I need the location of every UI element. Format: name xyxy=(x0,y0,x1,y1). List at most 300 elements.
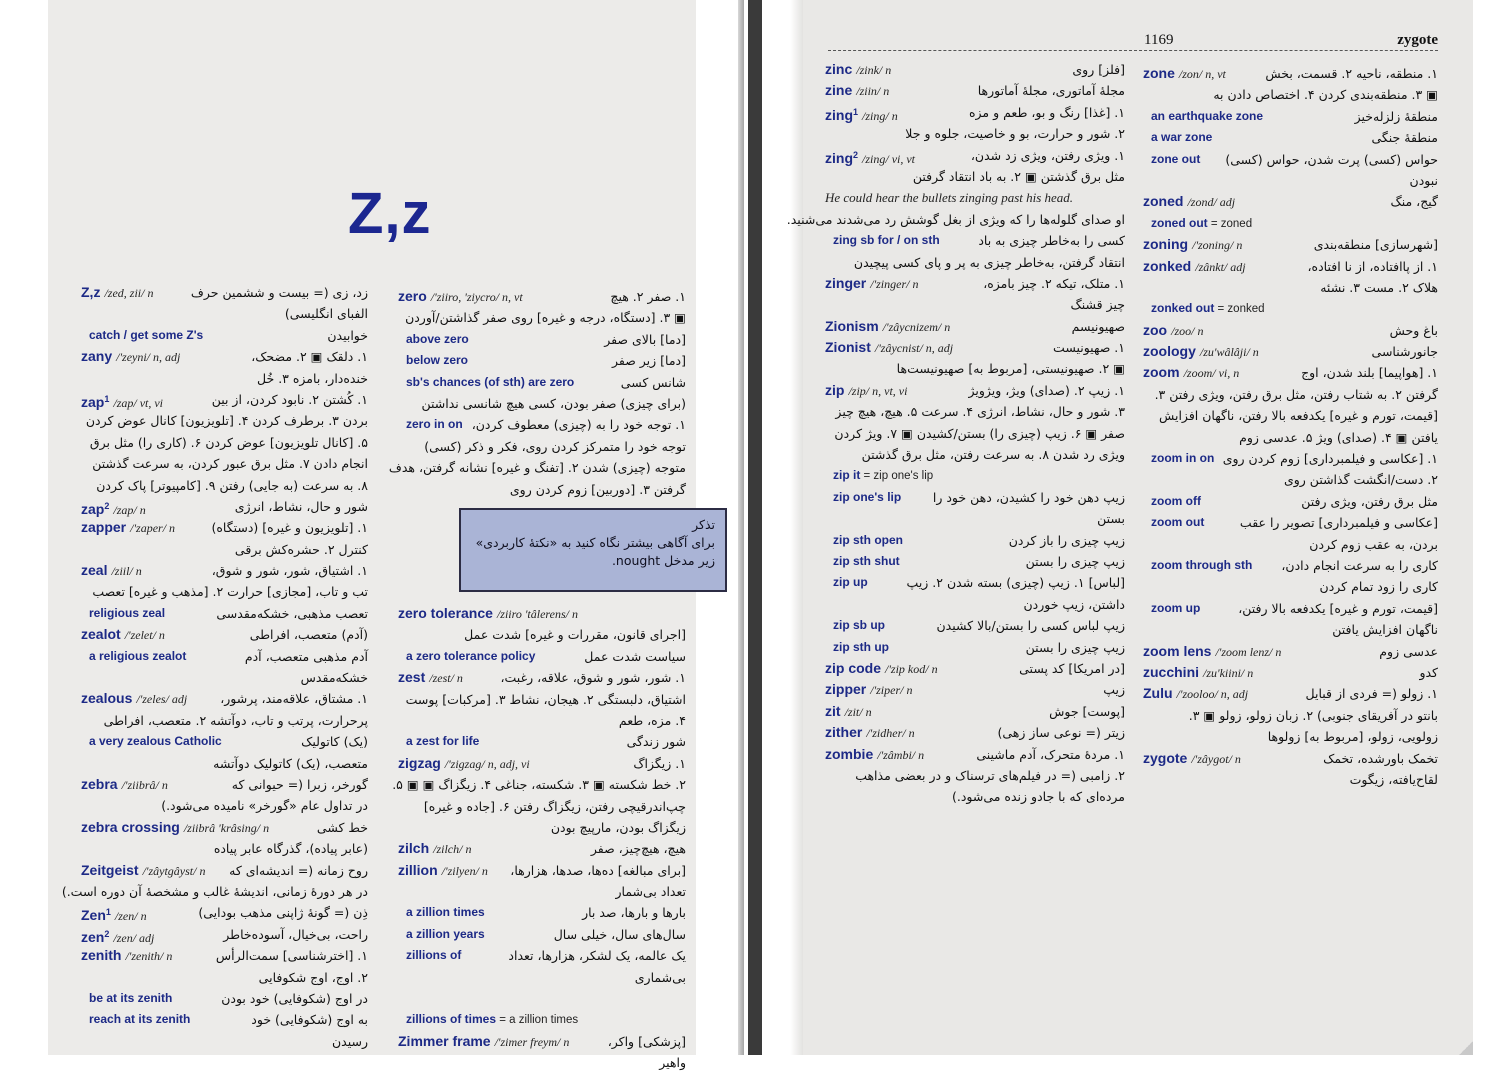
dictionary-entry xyxy=(81,560,368,581)
definition-continuation: انتقاد گرفتن، به‌خاطر چیزی به پر و پای کسی پیچیدن xyxy=(853,254,1125,270)
page-shadow xyxy=(790,0,803,1055)
pronunciation: /ziiro 'tâlerens/ n xyxy=(496,607,578,621)
headword-group xyxy=(1143,641,1281,663)
definition: ۱. [هواپیما] بلند شدن، اوج xyxy=(1301,365,1438,381)
phrase-entry xyxy=(398,329,686,350)
definition-continuation: ۴. مزه، طعم xyxy=(618,712,686,728)
headword-group xyxy=(398,667,463,689)
entry-line xyxy=(1143,769,1438,790)
entry-line xyxy=(825,508,1125,529)
definition: خط کشی xyxy=(316,819,368,835)
headword: zoom xyxy=(1143,364,1180,381)
section-letter-heading: Z,z xyxy=(348,181,432,246)
headword-group xyxy=(833,465,933,487)
headword: zip xyxy=(825,381,845,398)
definition: ۱. [عکاسی و فیلمبرداری] زوم کردن روی xyxy=(1222,451,1438,467)
headword-group xyxy=(1143,662,1253,684)
definition-continuation: پرحرارت، پرتب و تاب، دوآتشه ۲. متعصب، افراطی xyxy=(103,712,368,728)
phrase: zip it xyxy=(833,468,861,483)
definition-continuation: اشتیاق، دلبستگی ۲. هیجان، نشاط ۳. [مرکبات] پوست xyxy=(405,691,686,707)
right-column-entries-top xyxy=(388,286,686,500)
dictionary-entry xyxy=(398,860,686,881)
phrase: zoom off xyxy=(1151,493,1201,508)
definition-continuation: (برای چیزی) صفر بودن، کسی هیچ شانسی نداشتن xyxy=(421,395,686,411)
definition: مثل برق رفتن، ویژی رفتن xyxy=(1301,493,1438,509)
dictionary-entry xyxy=(81,860,368,881)
definition: سال‌های سال، خیلی سال xyxy=(553,926,686,942)
definition-continuation: خشکه‌مقدس xyxy=(300,670,368,686)
definition: [پزشکی] واکر، xyxy=(607,1033,686,1049)
definition: به اوج (شکوفایی) خود xyxy=(251,1012,368,1028)
definition-continuation: بی‌شماری xyxy=(634,969,686,985)
headword: zucchini xyxy=(1143,663,1200,680)
definition: تعصب مذهبی، خشکه‌مقدسی xyxy=(216,605,368,621)
definition-continuation: (عابر پیاده)، گذرگاه عابر پیاده xyxy=(213,841,368,857)
entry-line xyxy=(398,624,686,645)
headword: Zionism xyxy=(825,317,879,334)
definition-continuation: نبودن xyxy=(1409,172,1438,188)
entry-line xyxy=(81,581,368,602)
headword-group xyxy=(825,273,918,295)
headword: zoo xyxy=(1143,321,1168,338)
definition-continuation: مثل برق گذشتن ▣ ۲. به باد انتقاد گرفتن xyxy=(912,168,1125,184)
definition: [دما] زیر صفر xyxy=(611,353,686,369)
entry-line xyxy=(81,368,368,389)
phrase-entry xyxy=(1143,213,1438,234)
phrase-entry xyxy=(81,603,368,624)
cross-reference: = zip one's lip xyxy=(860,470,934,483)
headword-group xyxy=(406,414,463,435)
definition-continuation: ۲. اوج، اوج شکوفایی xyxy=(258,969,368,985)
definition: زیتر (= نوعی ساز زهی) xyxy=(997,725,1125,741)
headword-group xyxy=(1151,491,1201,512)
phrase: zip one's lip xyxy=(833,489,902,504)
headword-group xyxy=(81,817,269,839)
headword: zest xyxy=(398,669,426,686)
pronunciation: /'zâycnizem/ n xyxy=(882,319,951,334)
headword-group xyxy=(825,59,891,81)
definition: سیاست شدت عمل xyxy=(584,648,686,664)
dictionary-entry xyxy=(1143,191,1438,212)
headword-group xyxy=(81,860,205,882)
headword: zealot xyxy=(81,626,121,643)
headword-group xyxy=(833,615,885,636)
dictionary-entry xyxy=(1143,362,1438,383)
dictionary-entry xyxy=(825,337,1125,358)
entry-line xyxy=(398,988,686,1009)
entry-line xyxy=(825,358,1125,379)
headword-group xyxy=(81,282,153,304)
dictionary-entry xyxy=(398,1031,686,1052)
headword-group xyxy=(1151,149,1200,170)
headword-group xyxy=(406,945,461,966)
headword-group xyxy=(89,988,172,1009)
headword-group xyxy=(833,530,903,551)
pronunciation: /zit/ n xyxy=(844,704,872,719)
headword: zigzag xyxy=(398,754,441,771)
pronunciation: /'zinger/ n xyxy=(870,276,919,291)
cross-reference: = a zillion times xyxy=(496,1014,579,1027)
definition: خوابیدن xyxy=(327,327,368,343)
headword-group xyxy=(1143,341,1259,363)
pronunciation: /'ziiro, 'ziycro/ n, vt xyxy=(430,290,523,304)
phrase-entry xyxy=(825,230,1125,251)
definition: ۱. دلقک ▣ ۲. مضحک، xyxy=(251,349,368,365)
pronunciation: /zoom/ vi, n xyxy=(1183,366,1240,381)
pronunciation: /zu'kiini/ n xyxy=(1203,665,1254,680)
dictionary-entry xyxy=(825,744,1125,765)
phrase-entry xyxy=(1143,127,1438,148)
right-column-entries-bottom xyxy=(392,603,686,1074)
headword-group xyxy=(81,945,172,967)
phrase-entry xyxy=(398,350,686,371)
headword-group xyxy=(398,860,488,882)
entry-line xyxy=(825,166,1125,187)
entry-line xyxy=(398,1052,686,1073)
definition: ۱. صفر ۲. هیچ xyxy=(610,289,686,304)
definition-continuation: الفبای انگلیسی) xyxy=(284,306,368,322)
headword: zine xyxy=(825,82,853,99)
definition-continuation: در هر دورهٔ زمانی، اندیشهٔ غالب و مشخصهٔ آن دوره است.) xyxy=(61,883,368,899)
pronunciation: /'zilyen/ n xyxy=(441,863,488,878)
definition-continuation: تب و تاب، [مجازی] حرارت ۲. [مذهب و غیره] تعصب xyxy=(92,584,368,600)
left-page xyxy=(48,0,715,1071)
headword-group xyxy=(406,1009,578,1031)
note-text: برای آگاهی بیشتر نگاه کنید به «نکتهٔ کاربردی» زیر مدخل nought. xyxy=(475,535,715,568)
entry-line xyxy=(61,881,368,902)
pronunciation: /zed, zii/ n xyxy=(104,286,154,300)
headword: zombie xyxy=(825,745,874,762)
entry-line xyxy=(398,307,686,328)
entry-line xyxy=(398,967,686,988)
definition: [پوست] جوش xyxy=(1049,703,1125,719)
headword-group xyxy=(406,924,485,945)
pronunciation: /'zooloo/ n, adj xyxy=(1176,687,1249,702)
dictionary-entry xyxy=(398,667,686,688)
dictionary-entry xyxy=(825,145,1125,166)
headword-group xyxy=(1151,127,1212,148)
definition: کسی را به‌خاطر چیزی به باد xyxy=(978,233,1125,249)
headword: zany xyxy=(81,348,113,365)
note-title: تذکر xyxy=(692,517,715,532)
pronunciation: /zap/ vt, vi xyxy=(113,396,164,411)
definition: در اوج (شکوفایی) خود بودن xyxy=(221,990,368,1006)
headword: zero tolerance xyxy=(398,605,493,621)
pronunciation: /'zâycnist/ n, adj xyxy=(874,341,954,356)
headword-group xyxy=(406,329,469,350)
phrase-entry xyxy=(825,615,1125,636)
dictionary-entry xyxy=(398,838,686,859)
dictionary-entry xyxy=(81,688,368,709)
definition-continuation: انجام دادن ۷. مثل برق عبور کردن، به سرعت گذشتن xyxy=(92,456,368,472)
definition-continuation: مرده‌ای که با جادو زنده می‌شود.) xyxy=(952,789,1125,805)
entry-line xyxy=(81,967,368,988)
headword-group xyxy=(825,722,915,744)
definition-continuation: او صدای گلوله‌ها را که ویژی از بغل گوشش رد می‌شدند می‌شنید. xyxy=(786,211,1125,227)
headword-group xyxy=(825,701,872,723)
definition-continuation: ۳. شور و حال، نشاط، انرژی ۴. سرعت ۵. هیچ، هیچ چیز xyxy=(835,404,1125,420)
definition: ۱. زیگزاگ xyxy=(633,755,686,771)
dictionary-entry xyxy=(81,945,368,966)
headword: zither xyxy=(825,724,863,741)
note-box xyxy=(459,508,727,592)
definition: ذِن (= گونهٔ ژاپنی مذهب بودایی) xyxy=(198,905,368,921)
phrase: catch / get some Z's xyxy=(89,327,204,342)
phrase-entry xyxy=(398,1009,686,1030)
definition-continuation: ۲. دست/انگشت گذاشتن روی xyxy=(1283,472,1438,488)
definition-continuation: ۵. [کانال تلویزیون] عوض کردن ۶. (کاری را) مثل برق xyxy=(89,434,368,450)
phrase-entry xyxy=(81,1009,368,1030)
headword: zeal xyxy=(81,562,108,579)
entry-line xyxy=(1143,534,1438,555)
phrase-entry xyxy=(398,372,686,393)
definition: ۱. اشتیاق، شور، شور و شوق، xyxy=(211,563,368,579)
definition-continuation: توجه خود را متمرکز کردن روی، فکر و ذکر (کسی) xyxy=(424,438,686,454)
definition-continuation: چیز قشنگ xyxy=(1070,297,1125,313)
pronunciation: /'zoom lenz/ n xyxy=(1215,644,1282,659)
entry-line xyxy=(825,765,1125,786)
pronunciation: /'zigzag/ n, adj, vi xyxy=(444,756,530,771)
phrase: zip sth up xyxy=(833,639,889,654)
definition-continuation: ناگهان افزایش یافتن xyxy=(1332,622,1438,638)
entry-line xyxy=(825,187,1125,208)
headword-group xyxy=(1143,683,1248,705)
headword: Zulu xyxy=(1143,685,1173,702)
definition: زیپ لباس کسی را بستن/بالا کشیدن xyxy=(936,618,1125,634)
phrase: zoom up xyxy=(1151,600,1201,615)
entry-line xyxy=(81,667,368,688)
phrase: zip up xyxy=(833,575,868,590)
entry-line xyxy=(1143,726,1438,747)
entry-line xyxy=(1143,384,1438,405)
phrase-entry xyxy=(825,637,1125,658)
definition: ۱. زولو (= فردی از قبایل xyxy=(1305,686,1438,702)
entry-line xyxy=(1143,277,1438,298)
headword-group xyxy=(833,637,889,658)
pronunciation: /'zâmbi/ n xyxy=(877,747,925,762)
pronunciation: /zilch/ n xyxy=(433,842,472,857)
definition-continuation: ▣ ۳. منطقه‌بندی کردن ۴. اختصاص دادن به xyxy=(1213,87,1438,103)
definition: [فلز] روی xyxy=(1072,62,1125,77)
definition-continuation: رسیدن xyxy=(331,1033,368,1049)
headword-group xyxy=(398,603,578,625)
left-column-entries xyxy=(786,59,1125,808)
phrase: zillions of times xyxy=(406,1012,497,1027)
definition: منطقهٔ زلزله‌خیز xyxy=(1354,108,1438,124)
headword-group xyxy=(1151,106,1263,127)
dictionary-entry xyxy=(825,102,1125,123)
phrase: religious zeal xyxy=(89,605,166,620)
entry-line xyxy=(825,444,1125,465)
pronunciation: /'zimer freym/ n xyxy=(494,1034,570,1049)
pronunciation: /'zâygot/ n xyxy=(1191,751,1241,766)
headword-group xyxy=(81,560,142,582)
definition-continuation: گرفتن ۳. [دوربین] زوم کردن روی xyxy=(509,481,686,497)
definition-continuation: زیگزاگ بودن، مارپیچ بودن xyxy=(550,819,686,835)
headword: Zen xyxy=(81,907,106,924)
phrase: an earthquake zone xyxy=(1151,108,1264,123)
dictionary-entry xyxy=(81,817,368,838)
phrase-entry xyxy=(398,902,686,923)
definition: ۱. [اخترشناسی] سمت‌الرأس xyxy=(215,948,368,964)
phrase: a zillion years xyxy=(406,926,485,941)
headword: zoned xyxy=(1143,193,1184,210)
definition: [شهرسازی] منطقه‌بندی xyxy=(1313,237,1438,253)
definition-continuation: متعصب، (یک) کاتولیک دوآتشه xyxy=(213,755,368,771)
entry-line xyxy=(1143,576,1438,597)
headword: zillion xyxy=(398,861,438,878)
phrase-entry xyxy=(825,465,1125,486)
definition: ۱. [تلویزیون و غیره] (دستگاه) xyxy=(211,520,368,536)
definition-continuation: ۲. خط شکسته ▣ ۳. شکسته، جناغی ۴. زیگزاگ ▣ ▣ ۵. xyxy=(392,777,686,793)
phrase-entry xyxy=(1143,555,1438,576)
pronunciation: /zen/ n xyxy=(114,909,147,924)
dictionary-entry xyxy=(398,753,686,774)
phrase-entry xyxy=(1143,598,1438,619)
definition: شور زندگی xyxy=(626,734,686,750)
definition-continuation: خنده‌دار، بامزه ۳. خُل xyxy=(257,370,368,386)
dictionary-entry xyxy=(398,603,686,624)
headword-group xyxy=(1143,191,1235,213)
phrase: zip sth open xyxy=(833,532,903,547)
pronunciation: /zing/ vi, vt xyxy=(862,151,916,166)
headword-group xyxy=(1151,298,1265,320)
phrase: zillions of xyxy=(406,948,462,963)
headword-group xyxy=(825,679,912,701)
phrase-entry xyxy=(825,530,1125,551)
phrase-entry xyxy=(825,487,1125,508)
definition: [دما] بالای صفر xyxy=(604,331,686,347)
entry-line xyxy=(81,753,368,774)
definition-continuation: کنترل ۲. حشره‌کش برقی xyxy=(234,541,368,557)
definition-continuation: صفر ▣ ۶. زیپ (چیزی را) بستن/کشیدن ▣ ۷. ویژ کردن xyxy=(834,425,1125,441)
definition: جانورشناسی xyxy=(1371,344,1438,360)
entry-line xyxy=(81,795,368,816)
right-column-entries xyxy=(1143,63,1438,790)
headword-group xyxy=(398,753,530,775)
definition: ۱. ویژی رفتن، ویژی زد شدن، xyxy=(970,147,1125,163)
definition-continuation: هلاک ۲. مست ۳. نشئه xyxy=(1320,279,1438,295)
phrase: a zest for life xyxy=(406,734,480,749)
phrase: zoom through sth xyxy=(1151,557,1253,572)
pronunciation: /'zeles/ adj xyxy=(136,692,188,707)
headword: zap xyxy=(81,501,105,518)
headword-group xyxy=(81,688,187,710)
headword: zoning xyxy=(1143,236,1189,253)
dictionary-entry xyxy=(81,496,368,517)
dictionary-entry xyxy=(1143,662,1438,683)
entry-line xyxy=(81,475,368,496)
definition: ۱. از پاافتاده، از نا افتاده، xyxy=(1307,258,1438,274)
right-page xyxy=(786,0,1473,1055)
dictionary-entry xyxy=(825,80,1125,101)
entry-line xyxy=(81,432,368,453)
entry-line xyxy=(825,294,1125,315)
entry-line xyxy=(825,423,1125,444)
dictionary-entry xyxy=(1143,683,1438,704)
dictionary-entry xyxy=(81,346,368,367)
headword-group xyxy=(825,80,889,102)
headword-group xyxy=(825,658,938,680)
definition: حواس (کسی) پرت شدن، حواس (کسی) xyxy=(1225,151,1438,167)
pronunciation: /'zeyni/ n, adj xyxy=(116,350,181,365)
definition-continuation: ۲. شور و حرارت، بو و خاصیت، جلوه و جلا xyxy=(905,126,1125,142)
definition: زد، زی (= بیست و ششمین حرف xyxy=(190,285,368,300)
phrase: above zero xyxy=(406,331,469,346)
phrase-entry xyxy=(81,325,368,346)
headword-group xyxy=(833,551,900,572)
definition-continuation: ▣ ۳. [دستگاه، درجه و غیره] روی صفر گذاشتن/آوردن xyxy=(405,310,686,326)
entry-line xyxy=(786,209,1125,230)
phrase: zip sth shut xyxy=(833,553,900,568)
phrase-entry xyxy=(81,988,368,1009)
homograph-number: 2 xyxy=(853,149,859,160)
headword: zinger xyxy=(825,274,867,291)
headword-group xyxy=(1143,320,1203,342)
entry-line xyxy=(81,1031,368,1052)
entry-line xyxy=(825,123,1125,144)
dictionary-entry xyxy=(825,722,1125,743)
pronunciation: /'ziibrâ/ n xyxy=(121,777,168,792)
headword-group xyxy=(398,1031,569,1053)
headword-group xyxy=(406,372,574,393)
headword-group xyxy=(89,325,203,346)
headword: zapper xyxy=(81,519,127,536)
phrase: a zillion times xyxy=(406,905,485,920)
dictionary-entry xyxy=(1143,63,1438,84)
entry-line xyxy=(398,479,686,500)
entry-line xyxy=(398,393,686,414)
definition: راحت، بی‌خیال، آسوده‌خاطر xyxy=(223,926,368,942)
pronunciation: /zing/ n xyxy=(862,108,898,123)
guide-word: zygote xyxy=(1397,32,1438,48)
headword-group xyxy=(825,744,924,766)
headword-group xyxy=(1143,256,1246,278)
definition: هیچ، هیچ‌چیز، صفر xyxy=(590,841,686,857)
headword: Zeitgeist xyxy=(81,861,139,878)
entry-line xyxy=(81,303,368,324)
headword: zonked xyxy=(1143,257,1192,274)
pronunciation: /zu'wâlâji/ n xyxy=(1199,345,1259,360)
dictionary-entry xyxy=(1143,748,1438,769)
phrase-entry xyxy=(1143,149,1438,170)
phrase: zone out xyxy=(1151,151,1201,166)
definition: زیپ xyxy=(1103,682,1125,698)
phrase: be at its zenith xyxy=(89,990,173,1005)
pronunciation: /zen/ adj xyxy=(113,930,155,945)
dictionary-entry xyxy=(81,517,368,538)
definition: (یک) کاتولیک xyxy=(301,734,368,750)
dictionary-entry xyxy=(825,658,1125,679)
phrase-entry xyxy=(398,414,686,435)
definition: ۱. توجه خود را به (چیزی) معطوف کردن، xyxy=(471,417,686,433)
phrase: zoom out xyxy=(1151,515,1205,530)
headword-group xyxy=(89,603,165,624)
phrase: a zero tolerance policy xyxy=(406,648,536,663)
headword-group xyxy=(825,316,950,338)
definition: زیپ دهن خود را کشیدن، دهن خود را xyxy=(932,489,1125,505)
dictionary-entry xyxy=(825,273,1125,294)
headword-group xyxy=(825,380,907,402)
pronunciation: /'zelet/ n xyxy=(124,628,165,643)
definition-continuation: کاری را زود تمام کردن xyxy=(1319,579,1438,595)
definition: زیپ چیزی را بستن xyxy=(1025,553,1125,569)
definition: [در امریکا] کد پستی xyxy=(1019,660,1125,676)
phrase: zing sb for / on sth xyxy=(833,233,940,248)
definition-continuation: در تداول عام «گورخر» نامیده می‌شود.) xyxy=(161,798,368,814)
headword-group xyxy=(406,350,468,371)
definition: ۱. متلک، تیکه ۲. چیز بامزه، xyxy=(983,275,1125,291)
